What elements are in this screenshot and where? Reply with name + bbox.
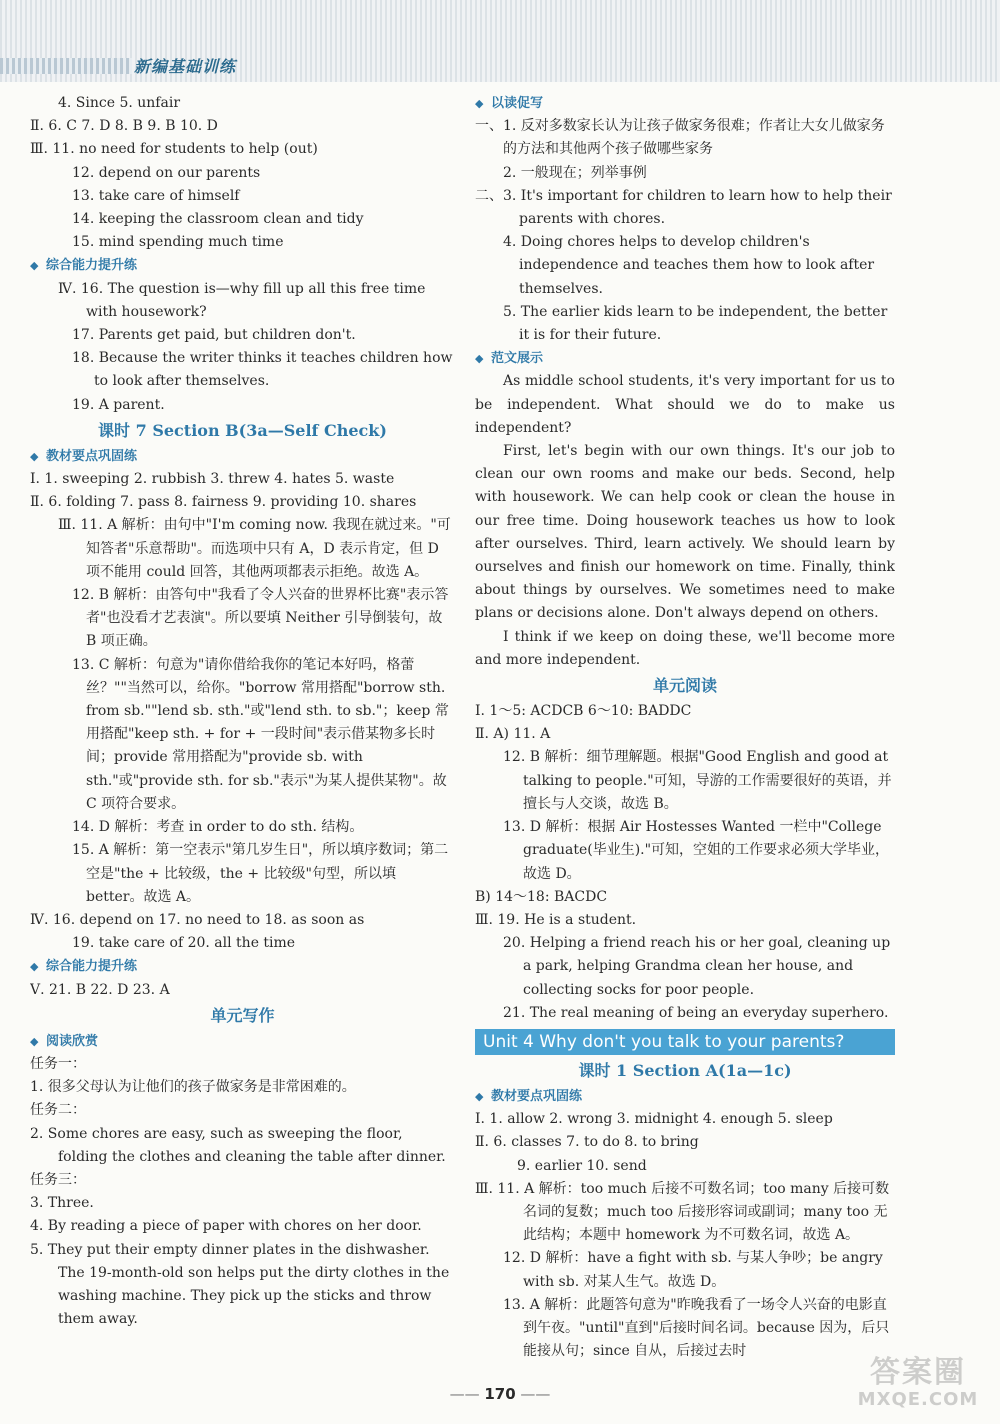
- answer-line: Ⅱ. 6. folding 7. pass 8. fairness 9. providing 10. shares: [30, 494, 417, 511]
- answer-line: 3. Three.: [30, 1195, 94, 1212]
- unit-title-bar: Unit 4 Why don't you talk to your parents?: [475, 1029, 895, 1055]
- section-heading-label: 综合能力提升练: [46, 258, 138, 274]
- answer-line: 5. The earlier kids learn to be independent, the better it is for their future.: [503, 303, 888, 344]
- section-heading-label: 阅读欣赏: [46, 1033, 99, 1049]
- diamond-icon: ◆: [475, 97, 484, 110]
- answer-line: Ⅰ. 1. sweeping 2. rubbish 3. threw 4. hates 5. waste: [30, 471, 395, 488]
- reading-title: 单元阅读: [652, 676, 717, 696]
- lesson-title: 课时 1 Section A(1a—1c): [578, 1060, 792, 1080]
- watermark-url: MXQE.COM: [857, 1389, 979, 1410]
- writing-title: 单元写作: [210, 1005, 275, 1025]
- answer-line: 12. D 解析：have a fight with sb. 与某人争吵；be angry with sb. 对某人生气。故选 D。: [503, 1250, 883, 1290]
- answer-line: 19. A parent.: [72, 396, 165, 413]
- answer-line: 17. Parents get paid, but children don't.: [72, 327, 356, 344]
- header-strip: [0, 58, 132, 74]
- essay-paragraph: As middle school students, it's very important for us to be independent. What should we do to make us independent?: [475, 373, 895, 436]
- answer-line: 12. B 解析：由答句中"我看了令人兴奋的世界杯比赛"表示答者"也没看才艺表演"。所以要填 Neither 引导倒装句，故 B 项正确。: [72, 587, 449, 650]
- answer-line: 14. D 解析：考查 in order to do sth. 结构。: [72, 819, 364, 836]
- answer-line: Ⅰ. 1～5: ACDCB 6～10: BADDC: [475, 703, 692, 720]
- section-heading: [30, 1030, 455, 1053]
- diamond-icon: ◆: [30, 259, 39, 273]
- section-heading: [30, 445, 455, 468]
- answer-line: 4. Doing chores helps to develop children's independence and teaches them how to look after themselves.: [503, 234, 875, 297]
- header-title: 新编基础训练: [134, 57, 237, 76]
- answer-line: 二、3. It's important for children to learn how to help their parents with chores.: [475, 187, 892, 228]
- watermark-logo: [848, 1356, 988, 1416]
- section-heading: [475, 1085, 895, 1108]
- section-heading-label: 教材要点巩固练: [46, 448, 138, 464]
- diamond-icon: ◆: [30, 449, 39, 463]
- answer-line: 一、1. 反对多数家长认为让孩子做家务很难；作者让大女儿做家务的方法和其他两个孩子做哪些家务: [475, 118, 885, 158]
- answer-line: Ⅲ. 11. no need for students to help (out): [30, 141, 318, 158]
- section-heading-label: 教材要点巩固练: [491, 1088, 583, 1104]
- essay-paragraph: First, let's begin with our own things. It's our job to clean our own rooms and make our beds. Second, help with housework. We can help cook or clean the house in our free time. Doing housework teaches us how to look after ourselves. Third, learn actively. We should learn by ourselves and finish our homework on time. Finally, think about things by ourselves. We sometimes need to make plans or decisions alone. Don't always depend on others.: [475, 443, 895, 622]
- answer-line: 13. D 解析：根据 Air Hostesses Wanted 一栏中"College graduate(毕业生)."可知，空姐的工作要求必须大学毕业，故选 D。: [503, 819, 890, 882]
- right-column: [475, 92, 895, 1363]
- answer-line: Ⅴ. 21. B 22. D 23. A: [30, 981, 170, 998]
- section-heading-label: 范文展示: [491, 351, 544, 367]
- diamond-icon: ◆: [30, 1034, 39, 1048]
- answer-line: 12. B 解析：细节理解题。根据"Good English and good at talking to people."可知，导游的工作需要很好的英语，并擅长与人交谈，故选 B。: [503, 749, 892, 812]
- answer-line: 13. A 解析：此题答句意为"昨晚我看了一场令人兴奋的电影直到午夜。"until"直到"后接时间名词。because 因为，后只能接从句；since 自从，后接过去时: [503, 1296, 890, 1360]
- diamond-icon: ◆: [30, 960, 39, 974]
- answer-line: Ⅰ. 1. allow 2. wrong 3. midnight 4. enough 5. sleep: [475, 1111, 833, 1128]
- answer-line: 15. mind spending much time: [72, 234, 284, 251]
- answer-line: 13. take care of himself: [72, 187, 240, 204]
- answer-line: 2. 一般现在；列举事例: [503, 164, 647, 181]
- answer-line: 4. By reading a piece of paper with chores on her door.: [30, 1218, 422, 1235]
- diamond-icon: ◆: [475, 352, 484, 366]
- answer-line: 5. They put their empty dinner plates in the dishwasher. The 19-month-old son helps put the dirty clothes in the washing machine. They pick up the sticks and throw them away.: [30, 1241, 450, 1328]
- section-heading-label: 综合能力提升练: [46, 959, 138, 975]
- answer-line: 19. take care of 20. all the time: [72, 935, 296, 952]
- answer-line: 9. earlier 10. send: [517, 1157, 647, 1174]
- answer-line: 2. Some chores are easy, such as sweeping the floor, folding the clothes and cleaning the table after dinner.: [30, 1125, 446, 1165]
- answer-line: 14. keeping the classroom clean and tidy: [72, 211, 364, 228]
- section-heading: [475, 92, 895, 115]
- answer-line: 1. 很多父母认为让他们的孩子做家务是非常困难的。: [30, 1079, 356, 1096]
- answer-line: Ⅲ. 11. A 解析：too much 后接不可数名词；too many 后接可数名词的复数；much too 后接形容词或副词；many too 无此结构；本题中 homework 为不可数名词，故选 A。: [475, 1180, 890, 1244]
- answer-line: 13. C 解析：句意为"请你借给我你的笔记本好吗，格蕾丝？""当然可以，给你。"borrow 常用搭配"borrow sth. from sb.""lend sb. sth."或"lend sth. to sb."；keep 常用搭配"keep sth. + for + 一段时间"表示借某物多长时间；provide 常用搭配为"provide sb. with sth."或"provide sth. for sb."表示"为某人提供某物"。故 C 项符合要求。: [72, 656, 449, 812]
- answer-line: 12. depend on our parents: [72, 164, 261, 181]
- answer-line: Ⅱ. A) 11. A: [475, 726, 551, 743]
- lesson-title: 课时 7 Section B(3a—Self Check): [98, 420, 387, 440]
- section-heading: [475, 347, 895, 370]
- page-number: —— 170 ——: [0, 1385, 1000, 1403]
- watermark-text: 答案圈: [870, 1355, 966, 1390]
- answer-line: 21. The real meaning of being an everyday superhero.: [503, 1004, 889, 1021]
- task-label: 任务一：: [30, 1055, 86, 1072]
- section-heading: [30, 955, 455, 978]
- task-label: 任务二：: [30, 1102, 86, 1119]
- answer-line: Ⅲ. 19. He is a student.: [475, 911, 637, 928]
- section-heading: [30, 254, 455, 277]
- diamond-icon: ◆: [475, 1089, 484, 1103]
- answer-line: Ⅲ. 11. A 解析：由句中"I'm coming now. 我现在就过来。"可知答者"乐意帮助"。而选项中只有 A，D 表示肯定，但 D 项不能用 could 回答，其他两项都表示拒绝。故选 A。: [58, 517, 451, 580]
- essay-paragraph: I think if we keep on doing these, we'll become more and more independent.: [475, 628, 895, 668]
- answer-line: 15. A 解析：第一空表示"第几岁生日"，所以填序数词；第二空是"the + 比较级，the + 比较级"句型，所以填 better。故选 A。: [72, 842, 449, 905]
- answer-line: B) 14～18: BACDC: [475, 888, 608, 905]
- answer-line: Ⅳ. 16. The question is—why fill up all this free time with housework?: [58, 280, 426, 320]
- left-column: [30, 92, 455, 1331]
- answer-line: 4. Since 5. unfair: [58, 95, 181, 111]
- answer-line: 20. Helping a friend reach his or her goal, cleaning up a park, helping Grandma clean her house, and collecting socks for poor people.: [503, 935, 891, 998]
- answer-line: Ⅳ. 16. depend on 17. no need to 18. as soon as: [30, 911, 365, 928]
- answer-line: Ⅱ. 6. C 7. D 8. B 9. B 10. D: [30, 118, 218, 135]
- task-label: 任务三：: [30, 1171, 86, 1188]
- section-heading-label: 以读促写: [491, 96, 544, 111]
- answer-line: Ⅱ. 6. classes 7. to do 8. to bring: [475, 1134, 699, 1151]
- answer-line: 18. Because the writer thinks it teaches children how to look after themselves.: [72, 350, 453, 390]
